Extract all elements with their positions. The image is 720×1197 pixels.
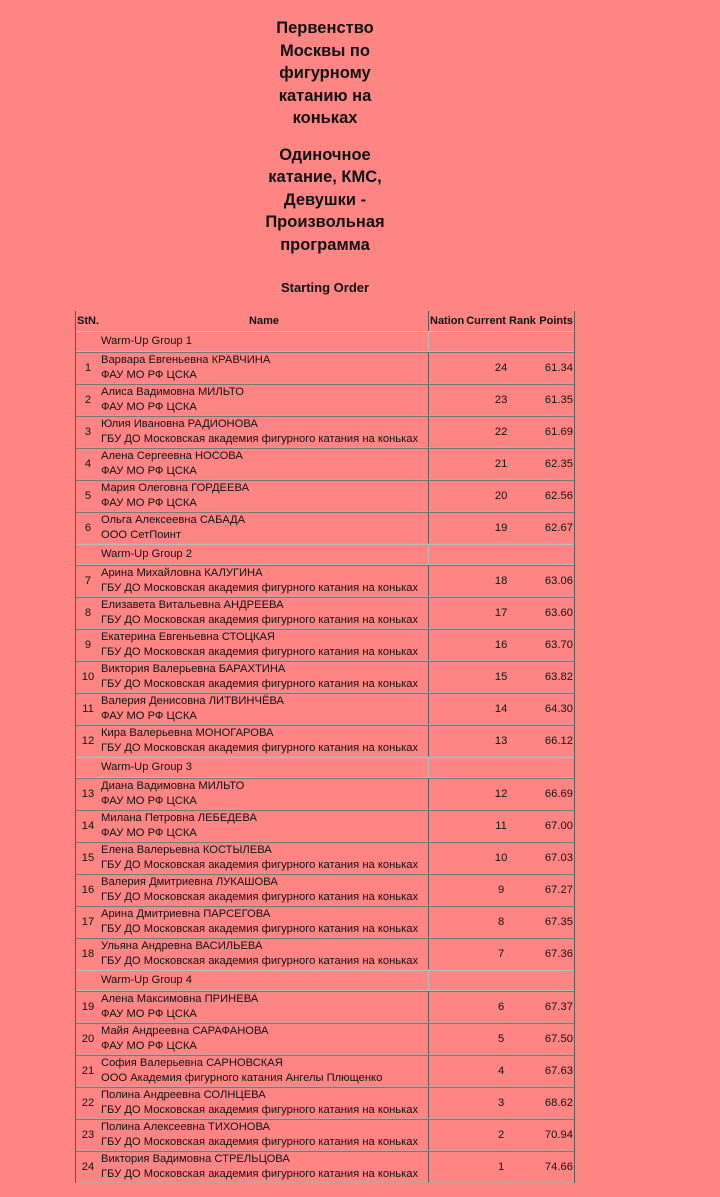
skater-club: ГБУ ДО Московская академия фигурного катания на коньках bbox=[101, 433, 419, 445]
skater-nation bbox=[429, 480, 465, 512]
skater-nation bbox=[429, 810, 465, 842]
skater-name-cell bbox=[100, 512, 429, 544]
start-number: 10 bbox=[76, 661, 100, 693]
points: 64.30 bbox=[537, 693, 574, 725]
warmup-group-label: Warm-Up Group 1 bbox=[100, 331, 429, 352]
skater-name: Милана Петровна ЛЕБЕДЕВА bbox=[101, 812, 257, 824]
skater-club: ГБУ ДО Московская академия фигурного катания на коньках bbox=[101, 955, 419, 967]
current-rank: 7 bbox=[465, 938, 537, 970]
points: 63.60 bbox=[537, 597, 574, 629]
skater-name-cell bbox=[100, 629, 429, 661]
skater-row bbox=[76, 1055, 574, 1087]
skater-nation bbox=[429, 842, 465, 874]
points: 67.00 bbox=[537, 810, 574, 842]
skater-club: ГБУ ДО Московская академия фигурного катания на коньках bbox=[101, 1136, 419, 1148]
skater-name: Арина Михайловна КАЛУГИНА bbox=[101, 567, 263, 579]
current-rank: 15 bbox=[465, 661, 537, 693]
skater-nation bbox=[429, 778, 465, 810]
start-number: 20 bbox=[76, 1023, 100, 1055]
skater-row bbox=[76, 1151, 574, 1183]
event-title: Первенство Москвы по фигурному катанию на коньках bbox=[276, 19, 374, 127]
table-body bbox=[76, 331, 574, 1183]
current-rank: 17 bbox=[465, 597, 537, 629]
skater-nation bbox=[429, 693, 465, 725]
skater-row bbox=[76, 725, 574, 757]
start-number: 6 bbox=[76, 512, 100, 544]
skater-name: Елизавета Витальевна АНДРЕЕВА bbox=[101, 599, 284, 611]
header-points: Points bbox=[539, 315, 573, 328]
header-current-rank: Current Rank bbox=[466, 315, 536, 328]
group-nation-cell bbox=[429, 544, 465, 565]
points: 67.35 bbox=[537, 906, 574, 938]
skater-club: ФАУ МО РФ ЦСКА bbox=[101, 795, 197, 807]
skater-nation bbox=[429, 597, 465, 629]
start-number: 17 bbox=[76, 906, 100, 938]
current-rank: 2 bbox=[465, 1119, 537, 1151]
warmup-group-row bbox=[76, 970, 574, 991]
group-rank-cell bbox=[465, 331, 537, 352]
group-points-cell bbox=[537, 544, 574, 565]
skater-nation bbox=[429, 1151, 465, 1183]
start-number: 22 bbox=[76, 1087, 100, 1119]
skater-club: ФАУ МО РФ ЦСКА bbox=[101, 401, 197, 413]
skater-name-cell bbox=[100, 565, 429, 597]
skater-club: ГБУ ДО Московская академия фигурного катания на коньках bbox=[101, 859, 419, 871]
skater-row bbox=[76, 480, 574, 512]
points: 74.66 bbox=[537, 1151, 574, 1183]
group-stn-cell bbox=[76, 757, 100, 778]
skater-nation bbox=[429, 1087, 465, 1119]
starting-order-table bbox=[75, 311, 575, 1183]
skater-row bbox=[76, 938, 574, 970]
group-points-cell bbox=[537, 970, 574, 991]
skater-name-cell bbox=[100, 1023, 429, 1055]
start-number: 4 bbox=[76, 448, 100, 480]
skater-name: Юлия Ивановна РАДИОНОВА bbox=[101, 418, 258, 430]
points: 62.35 bbox=[537, 448, 574, 480]
start-number: 23 bbox=[76, 1119, 100, 1151]
skater-nation bbox=[429, 938, 465, 970]
skater-club: ГБУ ДО Московская академия фигурного катания на коньках bbox=[101, 1104, 419, 1116]
skater-name-cell bbox=[100, 1151, 429, 1183]
start-number: 13 bbox=[76, 778, 100, 810]
current-rank: 1 bbox=[465, 1151, 537, 1183]
current-rank: 20 bbox=[465, 480, 537, 512]
current-rank: 9 bbox=[465, 874, 537, 906]
group-points-cell bbox=[537, 757, 574, 778]
points: 67.63 bbox=[537, 1055, 574, 1087]
skater-nation bbox=[429, 565, 465, 597]
skater-name-cell bbox=[100, 1119, 429, 1151]
skater-name: Ульяна Андревна ВАСИЛЬЕВА bbox=[101, 940, 263, 952]
skater-nation bbox=[429, 725, 465, 757]
points: 67.03 bbox=[537, 842, 574, 874]
skater-club: ФАУ МО РФ ЦСКА bbox=[101, 1008, 197, 1020]
points: 66.69 bbox=[537, 778, 574, 810]
points: 67.27 bbox=[537, 874, 574, 906]
current-rank: 22 bbox=[465, 416, 537, 448]
start-number: 1 bbox=[76, 352, 100, 384]
skater-name: Екатерина Евгеньевна СТОЦКАЯ bbox=[101, 631, 275, 643]
header-stn: StN. bbox=[77, 315, 99, 328]
current-rank: 13 bbox=[465, 725, 537, 757]
warmup-group-label: Warm-Up Group 4 bbox=[100, 970, 429, 991]
skater-club: ГБУ ДО Московская академия фигурного катания на коньках bbox=[101, 742, 419, 754]
skater-name: Варвара Евгеньевна КРАВЧИНА bbox=[101, 354, 271, 366]
points: 61.69 bbox=[537, 416, 574, 448]
segment-title: Одиночное катание, КМС, Девушки - Произвольная программа bbox=[265, 145, 385, 254]
skater-name: Елена Валерьевна КОСТЫЛЕВА bbox=[101, 844, 272, 856]
skater-name: София Валерьевна САРНОВСКАЯ bbox=[101, 1057, 283, 1069]
header-name: Name bbox=[100, 311, 429, 331]
skater-nation bbox=[429, 661, 465, 693]
skater-club: ГБУ ДО Московская академия фигурного катания на коньках bbox=[101, 646, 419, 658]
points: 63.82 bbox=[537, 661, 574, 693]
skater-name: Алена Максимовна ПРИНЕВА bbox=[101, 993, 259, 1005]
skater-name: Валерия Денисовна ЛИТВИНЧЁВА bbox=[101, 695, 284, 707]
skater-name-cell bbox=[100, 448, 429, 480]
start-number: 12 bbox=[76, 725, 100, 757]
current-rank: 3 bbox=[465, 1087, 537, 1119]
current-rank: 6 bbox=[465, 991, 537, 1023]
start-number: 2 bbox=[76, 384, 100, 416]
skater-row bbox=[76, 842, 574, 874]
current-rank: 5 bbox=[465, 1023, 537, 1055]
current-rank: 11 bbox=[465, 810, 537, 842]
group-nation-cell bbox=[429, 331, 465, 352]
skater-nation bbox=[429, 906, 465, 938]
current-rank: 24 bbox=[465, 352, 537, 384]
skater-name-cell bbox=[100, 1055, 429, 1087]
group-nation-cell bbox=[429, 970, 465, 991]
skater-name-cell bbox=[100, 778, 429, 810]
skater-club: ФАУ МО РФ ЦСКА bbox=[101, 710, 197, 722]
skater-name: Виктория Валерьевна БАРАХТИНА bbox=[101, 663, 286, 675]
skater-nation bbox=[429, 384, 465, 416]
skater-name-cell bbox=[100, 1087, 429, 1119]
skater-club: ГБУ ДО Московская академия фигурного катания на коньках bbox=[101, 1168, 419, 1180]
start-number: 9 bbox=[76, 629, 100, 661]
skater-nation bbox=[429, 1119, 465, 1151]
points: 61.35 bbox=[537, 384, 574, 416]
skater-club: ООО СетПоинт bbox=[101, 529, 182, 541]
points: 62.56 bbox=[537, 480, 574, 512]
group-rank-cell bbox=[465, 970, 537, 991]
skater-name: Арина Дмитриевна ПАРСЕГОВА bbox=[101, 908, 271, 920]
skater-nation bbox=[429, 416, 465, 448]
group-points-cell bbox=[537, 331, 574, 352]
start-number: 14 bbox=[76, 810, 100, 842]
current-rank: 19 bbox=[465, 512, 537, 544]
skater-row bbox=[76, 1023, 574, 1055]
skater-nation bbox=[429, 1023, 465, 1055]
points: 63.70 bbox=[537, 629, 574, 661]
start-number: 3 bbox=[76, 416, 100, 448]
skater-row bbox=[76, 906, 574, 938]
skater-row bbox=[76, 416, 574, 448]
skater-nation bbox=[429, 352, 465, 384]
start-number: 21 bbox=[76, 1055, 100, 1087]
skater-row bbox=[76, 384, 574, 416]
skater-name: Алена Сергеевна НОСОВА bbox=[101, 450, 243, 462]
warmup-group-label: Warm-Up Group 3 bbox=[100, 757, 429, 778]
skater-club: ФАУ МО РФ ЦСКА bbox=[101, 497, 197, 509]
skater-name-cell bbox=[100, 352, 429, 384]
start-number: 11 bbox=[76, 693, 100, 725]
skater-row bbox=[76, 1119, 574, 1151]
skater-nation bbox=[429, 629, 465, 661]
start-number: 15 bbox=[76, 842, 100, 874]
warmup-group-row bbox=[76, 544, 574, 565]
warmup-group-label: Warm-Up Group 2 bbox=[100, 544, 429, 565]
current-rank: 12 bbox=[465, 778, 537, 810]
skater-nation bbox=[429, 1055, 465, 1087]
points: 67.37 bbox=[537, 991, 574, 1023]
skater-club: ГБУ ДО Московская академия фигурного катания на коньках bbox=[101, 891, 419, 903]
points: 68.62 bbox=[537, 1087, 574, 1119]
points: 61.34 bbox=[537, 352, 574, 384]
header-nation: Nation bbox=[430, 315, 465, 328]
skater-nation bbox=[429, 874, 465, 906]
skater-club: ГБУ ДО Московская академия фигурного катания на коньках bbox=[101, 614, 419, 626]
skater-row bbox=[76, 597, 574, 629]
skater-name-cell bbox=[100, 725, 429, 757]
skater-club: ООО Академия фигурного катания Ангелы Плющенко bbox=[101, 1072, 383, 1084]
skater-name-cell bbox=[100, 991, 429, 1023]
start-number: 5 bbox=[76, 480, 100, 512]
warmup-group-row bbox=[76, 757, 574, 778]
start-number: 16 bbox=[76, 874, 100, 906]
skater-name: Валерия Дмитриевна ЛУКАШОВА bbox=[101, 876, 278, 888]
current-rank: 21 bbox=[465, 448, 537, 480]
title-block bbox=[260, 17, 390, 256]
skater-nation bbox=[429, 512, 465, 544]
skater-row bbox=[76, 352, 574, 384]
skater-name: Полина Алексеевна ТИХОНОВА bbox=[101, 1121, 271, 1133]
group-stn-cell bbox=[76, 544, 100, 565]
points: 62.67 bbox=[537, 512, 574, 544]
current-rank: 18 bbox=[465, 565, 537, 597]
skater-name: Диана Вадимовна МИЛЬТО bbox=[101, 780, 245, 792]
group-nation-cell bbox=[429, 757, 465, 778]
skater-name: Майя Андреевна САРАФАНОВА bbox=[101, 1025, 269, 1037]
skater-row bbox=[76, 565, 574, 597]
current-rank: 16 bbox=[465, 629, 537, 661]
skater-name-cell bbox=[100, 938, 429, 970]
skater-row bbox=[76, 991, 574, 1023]
start-number: 8 bbox=[76, 597, 100, 629]
skater-name-cell bbox=[100, 597, 429, 629]
start-number: 18 bbox=[76, 938, 100, 970]
skater-club: ФАУ МО РФ ЦСКА bbox=[101, 369, 197, 381]
skater-name: Полина Андреевна СОЛНЦЕВА bbox=[101, 1089, 266, 1101]
skater-row bbox=[76, 693, 574, 725]
skater-nation bbox=[429, 991, 465, 1023]
skater-name-cell bbox=[100, 842, 429, 874]
points: 66.12 bbox=[537, 725, 574, 757]
points: 67.50 bbox=[537, 1023, 574, 1055]
skater-name-cell bbox=[100, 810, 429, 842]
skater-name-cell bbox=[100, 693, 429, 725]
current-rank: 4 bbox=[465, 1055, 537, 1087]
skater-name-cell bbox=[100, 906, 429, 938]
skater-club: ГБУ ДО Московская академия фигурного катания на коньках bbox=[101, 582, 419, 594]
start-number: 19 bbox=[76, 991, 100, 1023]
skater-row bbox=[76, 810, 574, 842]
skater-row bbox=[76, 448, 574, 480]
skater-club: ФАУ МО РФ ЦСКА bbox=[101, 465, 197, 477]
skater-name-cell bbox=[100, 384, 429, 416]
group-rank-cell bbox=[465, 757, 537, 778]
start-number: 7 bbox=[76, 565, 100, 597]
skater-name: Мария Олеговна ГОРДЕЕВА bbox=[101, 482, 250, 494]
skater-club: ГБУ ДО Московская академия фигурного катания на коньках bbox=[101, 678, 419, 690]
skater-name-cell bbox=[100, 480, 429, 512]
skater-club: ФАУ МО РФ ЦСКА bbox=[101, 827, 197, 839]
group-stn-cell bbox=[76, 331, 100, 352]
skater-nation bbox=[429, 448, 465, 480]
skater-row bbox=[76, 778, 574, 810]
points: 70.94 bbox=[537, 1119, 574, 1151]
skater-name: Ольга Алексеевна САБАДА bbox=[101, 514, 246, 526]
skater-row bbox=[76, 512, 574, 544]
group-stn-cell bbox=[76, 970, 100, 991]
skater-club: ГБУ ДО Московская академия фигурного катания на коньках bbox=[101, 923, 419, 935]
table-header-row bbox=[76, 311, 574, 331]
skater-name-cell bbox=[100, 416, 429, 448]
current-rank: 8 bbox=[465, 906, 537, 938]
skater-row bbox=[76, 661, 574, 693]
skater-row bbox=[76, 874, 574, 906]
skater-name-cell bbox=[100, 874, 429, 906]
current-rank: 23 bbox=[465, 384, 537, 416]
skater-name: Кира Валерьевна МОНОГАРОВА bbox=[101, 727, 274, 739]
points: 63.06 bbox=[537, 565, 574, 597]
skater-row bbox=[76, 629, 574, 661]
skater-club: ФАУ МО РФ ЦСКА bbox=[101, 1040, 197, 1052]
skater-name: Алиса Вадимовна МИЛЬТО bbox=[101, 386, 244, 398]
skater-row bbox=[76, 1087, 574, 1119]
current-rank: 10 bbox=[465, 842, 537, 874]
warmup-group-row bbox=[76, 331, 574, 352]
points: 67.36 bbox=[537, 938, 574, 970]
skater-name: Виктория Вадимовна СТРЕЛЬЦОВА bbox=[101, 1153, 290, 1165]
group-rank-cell bbox=[465, 544, 537, 565]
report-name: Starting Order bbox=[280, 280, 370, 295]
current-rank: 14 bbox=[465, 693, 537, 725]
skater-name-cell bbox=[100, 661, 429, 693]
start-number: 24 bbox=[76, 1151, 100, 1183]
